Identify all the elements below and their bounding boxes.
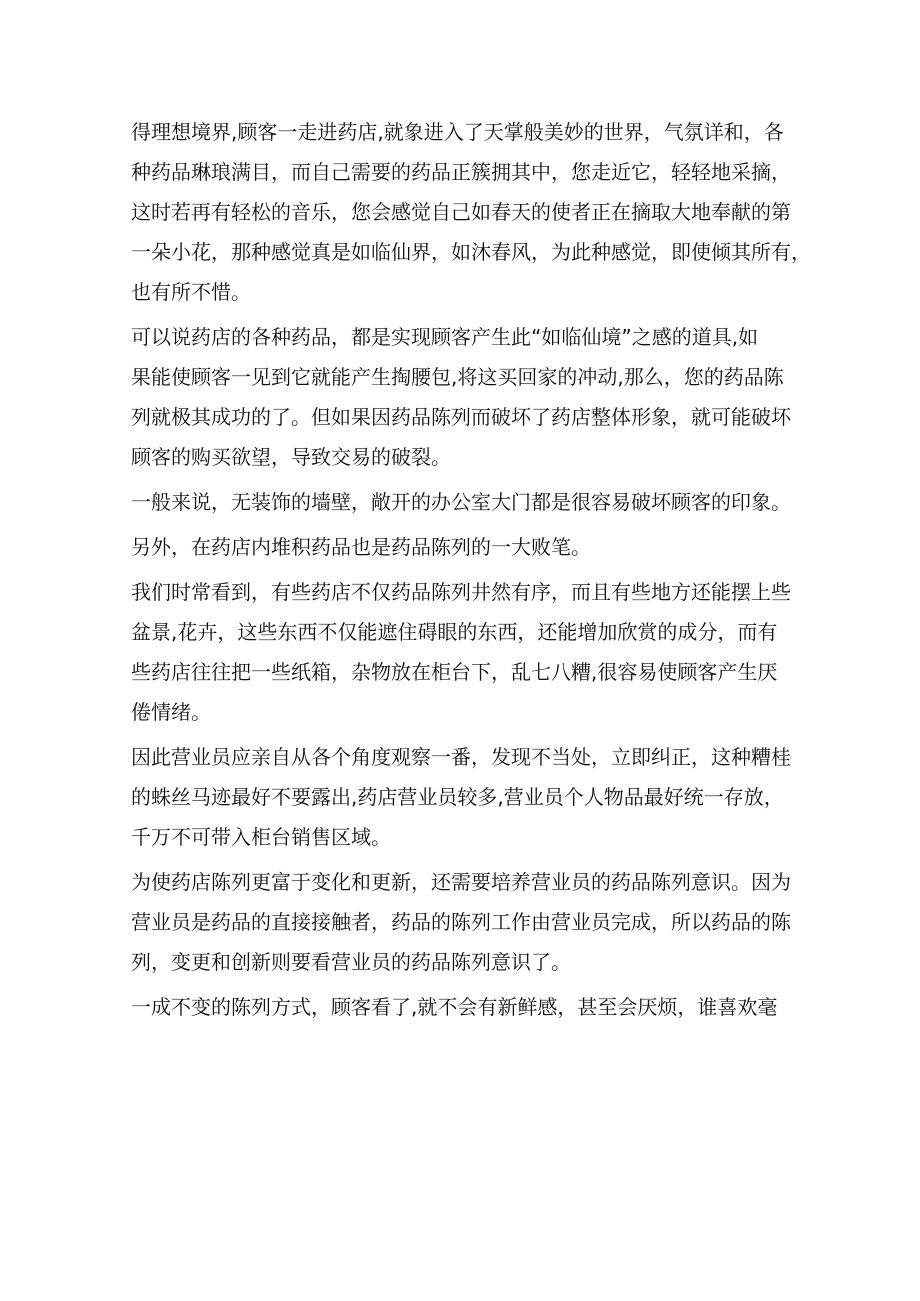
text-line: 倦情绪。 [131,700,211,724]
document-body [131,112,811,1027]
text-line: 种药品琳琅满目，而自己需要的药品正簇拥其中，您走近它，轻轻地采摘， [131,160,791,184]
text-line: 一成不变的陈列方式，顾客看了,就不会有新鲜感，甚至会厌烦，谁喜欢毫 [131,995,778,1019]
text-line: 这时若再有轻松的音乐，您会感觉自己如春天的使者正在摘取大地奉献的第 [131,200,791,224]
text-line: 列就极其成功的了。但如果因药品陈列而破坏了药店整体形象，就可能破坏 [131,405,791,429]
paragraph [131,112,811,312]
paragraph [131,482,811,522]
text-line: 一般来说，无装饰的墙壁，敞开的办公室大门都是很容易破坏顾客的印象。 [131,490,791,514]
text-line: 果能使顾客一见到它就能产生掏腰包,将这买回家的冲动,那么，您的药品陈 [131,365,784,389]
text-line: 我们时常看到，有些药店不仅药品陈列井然有序，而且有些地方还能摆上些 [131,580,791,604]
text-line: 也有所不惜。 [131,280,251,304]
text-line: 因此营业员应亲自从各个角度观察一番，发现不当处，立即纠正，这种糟桂 [131,745,791,769]
text-line: 的蛛丝马迹最好不要露出,药店营业员较多,营业员个人物品最好统一存放， [131,785,784,809]
paragraph [131,987,811,1027]
paragraph [131,737,811,857]
paragraph [131,317,811,477]
paragraph [131,862,811,982]
text-line: 盆景,花卉，这些东西不仅能遮住碍眼的东西，还能增加欣赏的成分，而有 [131,620,778,644]
text-line: 顾客的购买欲望，导致交易的破裂。 [131,445,451,469]
text-line: 一朵小花，那种感觉真是如临仙界，如沐春风，为此种感觉，即使倾其所有， [131,240,811,264]
text-line: 可以说药店的各种药品，都是实现顾客产生此“如临仙境”之感的道具,如 [131,325,759,349]
text-line: 营业员是药品的直接接触者，药品的陈列工作由营业员完成，所以药品的陈 [131,910,791,934]
text-line: 些药店往往把一些纸箱，杂物放在柜台下，乱七八糟,很容易使顾客产生厌 [131,660,778,684]
text-line: 得理想境界,顾客一走进药店,就象进入了天掌般美妙的世界，气氛详和，各 [131,120,784,144]
text-line: 列，变更和创新则要看营业员的药品陈列意识了。 [131,950,571,974]
text-line: 另外，在药店内堆积药品也是药品陈列的一大败笔。 [131,535,591,559]
text-line: 为使药店陈列更富于变化和更新，还需要培养营业员的药品陈列意识。因为 [131,870,791,894]
paragraph [131,527,811,567]
paragraph [131,572,811,732]
text-line: 千万不可带入柜台销售区域。 [131,825,391,849]
